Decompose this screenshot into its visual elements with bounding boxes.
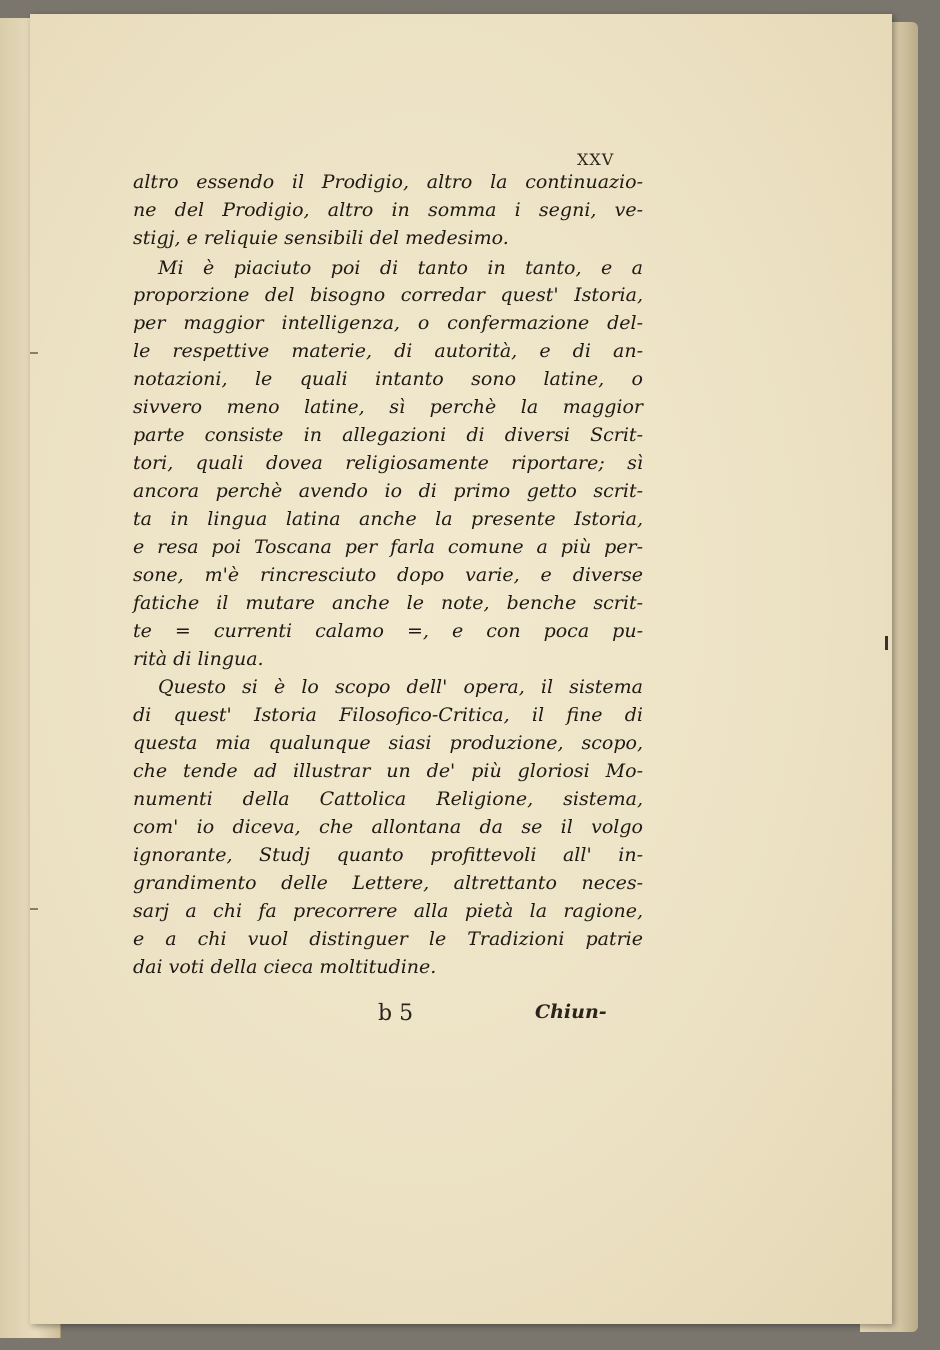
text-line: che tende ad illustrar un de' più gloriosi Mo- [133,760,643,782]
text-line: dai voti della cieca moltitudine. [133,956,437,978]
text-line: grandimento delle Lettere, altrettanto neces- [133,872,643,894]
margin-mark [885,636,888,650]
signature-mark: b 5 [378,1001,414,1026]
text-line: notazioni, le quali intanto sono latine, o [133,368,643,390]
text-line: te = currenti calamo =, e con poca pu- [133,620,643,642]
text-line: proporzione del bisogno corredar quest' Istoria, [133,284,643,306]
text-line: altro essendo il Prodigio, altro la continuazio- [133,171,643,193]
binding-stitch [30,908,38,910]
text-line: di quest' Istoria Filosofico-Critica, il fine di [133,704,643,726]
text-line: per maggior intelligenza, o confermazione del- [133,312,643,334]
text-line: com' io diceva, che allontana da se il volgo [133,816,643,838]
text-line: parte consiste in allegazioni di diversi Scrit- [133,424,643,446]
text-line: rità di lingua. [133,648,264,670]
page-folio: XXV [577,150,615,169]
text-line: numenti della Cattolica Religione, sistema, [133,788,643,810]
text-line: Questo si è lo scopo dell' opera, il sistema [158,676,643,698]
text-line: sone, m'è rincresciuto dopo varie, e diverse [133,564,643,586]
text-line: tori, quali dovea religiosamente riportare; sì [133,452,643,474]
text-line: Mi è piaciuto poi di tanto in tanto, e a [158,257,643,279]
text-line: fatiche il mutare anche le note, benche scrit- [133,592,643,614]
text-line: ignorante, Studj quanto profittevoli all' in- [133,844,643,866]
text-line: stigj, e reliquie sensibili del medesimo. [133,227,509,249]
catchword: Chiun- [535,1001,607,1023]
text-line: e a chi vuol distinguer le Tradizioni patrie [133,928,643,950]
text-line: sarj a chi fa precorrere alla pietà la ragione, [133,900,643,922]
text-line: questa mia qualunque siasi produzione, scopo, [133,732,643,754]
text-line: sivvero meno latine, sì perchè la maggior [133,396,643,418]
text-line: le respettive materie, di autorità, e di an- [133,340,643,362]
text-line: ne del Prodigio, altro in somma i segni, ve- [133,199,643,221]
binding-stitch [30,352,38,354]
text-line: ta in lingua latina anche la presente Istoria, [133,508,643,530]
text-line: ancora perchè avendo io di primo getto scrit- [133,480,643,502]
text-line: e resa poi Toscana per farla comune a più per- [133,536,643,558]
